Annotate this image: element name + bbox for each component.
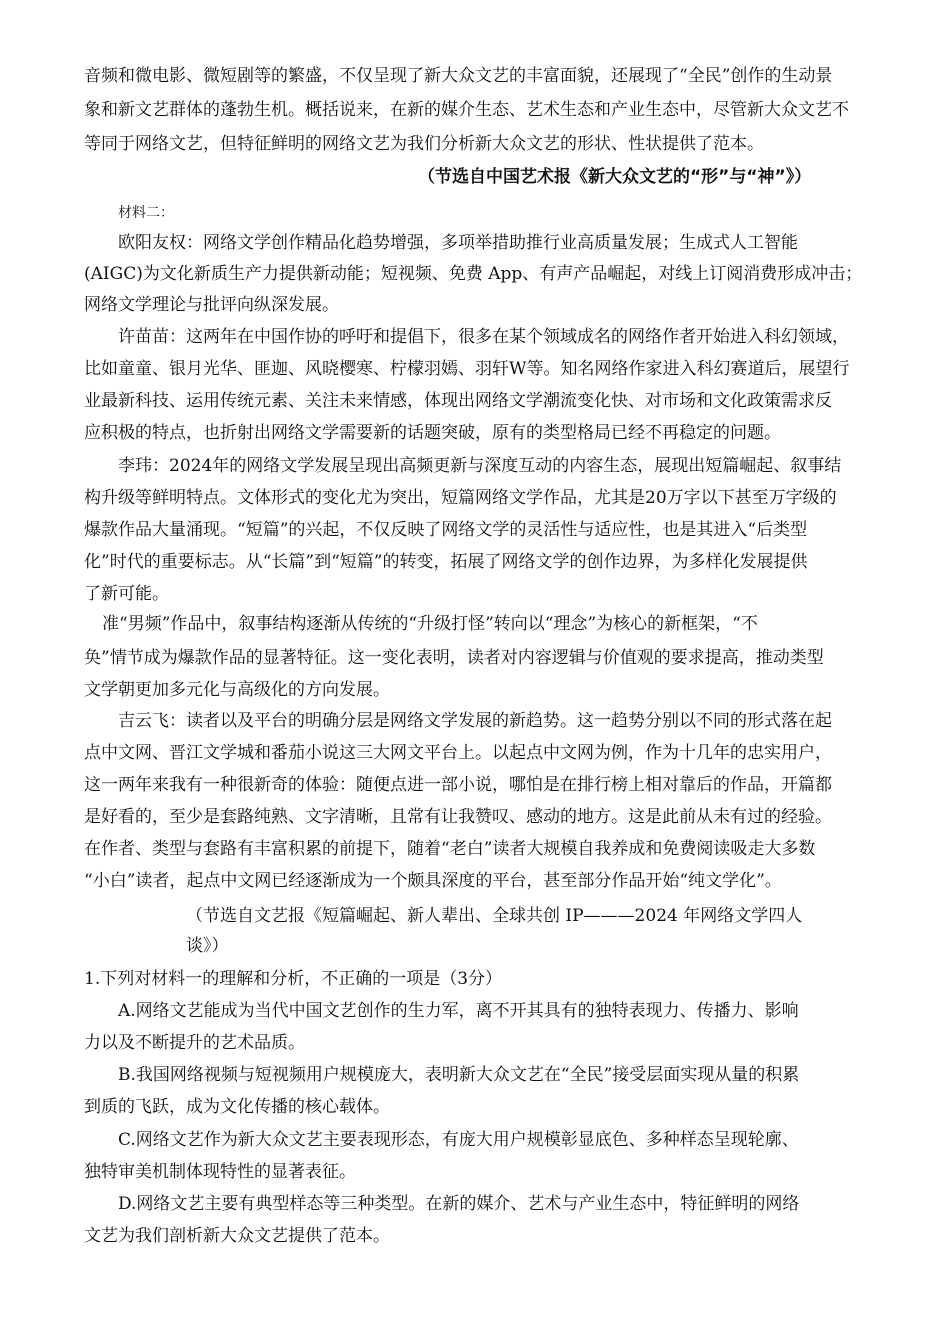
paragraph-line: 音频和微电影、微短剧等的繁盛，不仅呈现了新大众文艺的丰富面貌，还展现了“全民”创作的生动景 — [84, 66, 833, 86]
paragraph-line: 准“男频”作品中，叙事结构逐渐从传统的“升级打怪”转向以“理念”为核心的新框架，“不 — [102, 614, 758, 634]
paragraph-line: 吉云飞：读者以及平台的明确分层是网络文学发展的新趋势。这一趋势分别以不同的形式落在起 — [118, 711, 832, 731]
option-a: 力以及不断提升的艺术品质。 — [84, 1033, 305, 1053]
paragraph-line: 比如童童、银月光华、匪迦、风晓樱寒、柠檬羽嫣、羽轩W等。知名网络作家进入科幻赛道后，展望行 — [84, 359, 850, 379]
material-label: 材料二： — [118, 205, 174, 221]
paragraph-line: 这一两年来我有一种很新奇的体验：随便点进一部小说，哪怕是在排行榜上相对靠后的作品，开篇都 — [84, 775, 832, 795]
option-a: A.网络文艺能成为当代中国文艺创作的生力军，离不开其具有的独特表现力、传播力、影响 — [118, 1001, 799, 1021]
option-d: D.网络文艺主要有典型样态等三种类型。在新的媒介、艺术与产业生态中，特征鲜明的网络 — [118, 1194, 800, 1214]
paragraph-line: (AIGC)为文化新质生产力提供新动能；短视频、免费 App、有声产品崛起，对线上订阅消费形成冲击； — [84, 264, 863, 284]
paragraph-line: 网络文学理论与批评向纵深发展。 — [84, 295, 339, 315]
paragraph-line: 点中文网、晋江文学城和番茄小说这三大网文平台上。以起点中文网为例，作为十几年的忠实用户， — [84, 743, 832, 763]
paragraph-line: 李玮：2024年的网络文学发展呈现出高频更新与深度互动的内容生态，展现出短篇崛起、叙事结 — [118, 456, 842, 476]
option-b: 到质的飞跃，成为文化传播的核心载体。 — [84, 1097, 390, 1117]
paragraph-line: 等同于网络文艺，但特征鲜明的网络文艺为我们分析新大众文艺的形状、性状提供了范本。 — [84, 134, 764, 154]
paragraph-line: 构升级等鲜明特点。文体形式的变化尤为突出，短篇网络文学作品，尤其是20万字以下甚至万字级的 — [84, 488, 837, 508]
source-citation: （节选自中国艺术报《新大众文艺的“形”与“神”》） — [418, 167, 812, 187]
paragraph-line: 在作者、类型与套路有丰富积累的前提下，随着“老白”读者大规模自我养成和免费阅读吸走大多数 — [84, 839, 816, 859]
paragraph-line: 奂”情节成为爆款作品的显著特征。这一变化表明，读者对内容逻辑与价值观的要求提高，推动类型 — [84, 648, 824, 668]
paragraph-line: 了新可能。 — [84, 584, 169, 604]
option-d: 文艺为我们剖析新大众文艺提供了范本。 — [84, 1226, 390, 1246]
paragraph-line: 爆款作品大量涌现。“短篇”的兴起，不仅反映了网络文学的灵活性与适应性，也是其进入“后类型 — [84, 520, 808, 540]
question-stem: 1.下列对材料一的理解和分析，不正确的一项是（3分） — [84, 969, 503, 989]
option-b: B.我国网络视频与短视频用户规模庞大，表明新大众文艺在“全民”接受层面实现从量的积累 — [118, 1065, 800, 1085]
paragraph-line: 化”时代的重要标志。从“长篇”到“短篇”的转变，拓展了网络文学的创作边界，为多样化发展提供 — [84, 552, 808, 572]
option-c: C.网络文艺作为新大众文艺主要表现形态，有庞大用户规模彰显底色、多种样态呈现轮廓、 — [118, 1130, 799, 1150]
source-citation: （节选自文艺报《短篇崛起、新人辈出、全球共创 IP———2024 年网络文学四人 — [186, 906, 803, 926]
paragraph-line: 许苗苗：这两年在中国作协的呼吁和提倡下，很多在某个领域成名的网络作者开始进入科幻领域， — [118, 327, 849, 347]
paragraph-line: 欧阳友权：网络文学创作精品化趋势增强，多项举措助推行业高质量发展；生成式人工智能 — [118, 233, 798, 253]
paragraph-line: 是好看的，至少是套路纯熟、文字清晰，且常有让我赞叹、感动的地方。这是此前从未有过的经验。 — [84, 807, 832, 827]
paragraph-line: 业最新科技、运用传统元素、关注未来情感，体现出网络文学潮流变化快、对市场和文化政策需求反 — [84, 391, 832, 411]
paragraph-line: 文学朝更加多元化与高级化的方向发展。 — [84, 680, 390, 700]
paragraph-line: 应积极的特点，也折射出网络文学需要新的话题突破，原有的类型格局已经不再稳定的问题。 — [84, 423, 781, 443]
paragraph-line: 象和新文艺群体的蓬勃生机。概括说来，在新的媒介生态、艺术生态和产业生态中，尽管新大众文艺不 — [84, 100, 849, 120]
option-c: 独特审美机制体现特性的显著表征。 — [84, 1162, 356, 1182]
paragraph-line: “小白”读者，起点中文网已经逐渐成为一个颇具深度的平台，甚至部分作品开始“纯文学化”。 — [84, 871, 782, 891]
source-citation: 谈》） — [186, 936, 229, 956]
